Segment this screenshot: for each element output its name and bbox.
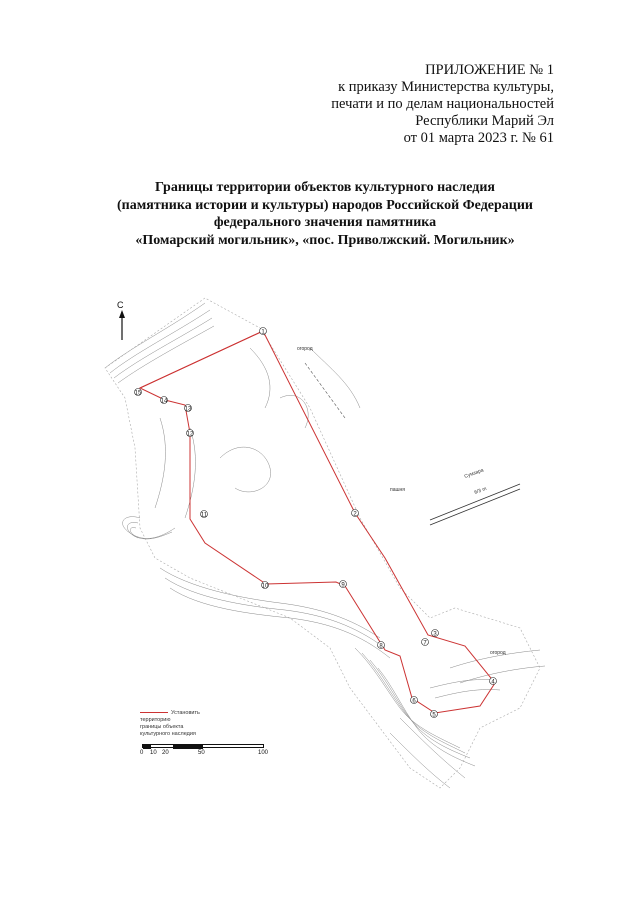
appendix-republic-line: Республики Марий Эл <box>415 113 554 129</box>
title-line-2: (памятника истории и культуры) народов Российской Федерации <box>117 197 533 213</box>
label-road: Сумзара <box>463 467 485 480</box>
label-ogorod-2: огород <box>490 650 506 656</box>
point-2: 2 <box>353 511 357 518</box>
point-12: 12 <box>186 431 194 438</box>
point-6: 6 <box>412 698 416 705</box>
scale-bar <box>142 744 267 764</box>
scale-bar-fill <box>143 745 151 749</box>
title-line-1: Границы территории объектов культурного наследия <box>155 180 495 195</box>
label-ogorod-1: огород <box>297 346 313 352</box>
point-1: 1 <box>261 329 265 336</box>
appendix-ministry-line: печати и по делам национальностей <box>331 96 554 112</box>
scale-tick-20: 20 <box>162 750 169 756</box>
scale-bar-frame <box>142 744 264 748</box>
point-5: 5 <box>432 712 436 719</box>
map-legend <box>140 710 230 738</box>
point-14: 14 <box>160 398 168 405</box>
point-11: 11 <box>200 512 208 519</box>
appendix-header <box>254 62 554 147</box>
boundary-line <box>140 331 495 713</box>
appendix-order-line: к приказу Министерства культуры, <box>338 79 554 95</box>
point-9: 9 <box>341 582 345 589</box>
point-15: 15 <box>134 390 142 397</box>
point-7: 7 <box>423 640 427 647</box>
scale-tick-100: 100 <box>258 750 269 756</box>
map-labels <box>297 346 506 656</box>
point-13: 13 <box>184 406 192 413</box>
document-title <box>60 179 590 249</box>
legend-line-2: границы объекта <box>140 724 184 730</box>
scale-bar-fill <box>173 745 203 749</box>
point-8: 8 <box>379 643 383 650</box>
point-10: 10 <box>261 583 269 590</box>
point-4: 4 <box>491 679 495 686</box>
label-pashnya: пашня <box>390 487 405 493</box>
label-road-2: 6/3 m <box>473 485 488 496</box>
title-line-3: федерального значения памятника <box>213 215 437 230</box>
legend-line-icon <box>140 712 168 713</box>
point-3: 3 <box>433 631 437 638</box>
legend-line-1: Установить территорию <box>140 710 200 723</box>
scale-tick-50: 50 <box>198 750 205 756</box>
north-label: С <box>117 300 124 310</box>
scale-tick-0: 0 <box>140 750 144 756</box>
appendix-date-line: от 01 марта 2023 г. № 61 <box>403 130 554 146</box>
appendix-title: ПРИЛОЖЕНИЕ № 1 <box>425 62 554 78</box>
boundary-closure <box>140 331 263 388</box>
title-line-4: «Помарский могильник», «пос. Приволжский. Могильник» <box>135 232 515 248</box>
legend-line-3: культурного наследия <box>140 731 196 737</box>
scale-tick-10: 10 <box>150 750 157 756</box>
boundary-points <box>135 328 497 719</box>
